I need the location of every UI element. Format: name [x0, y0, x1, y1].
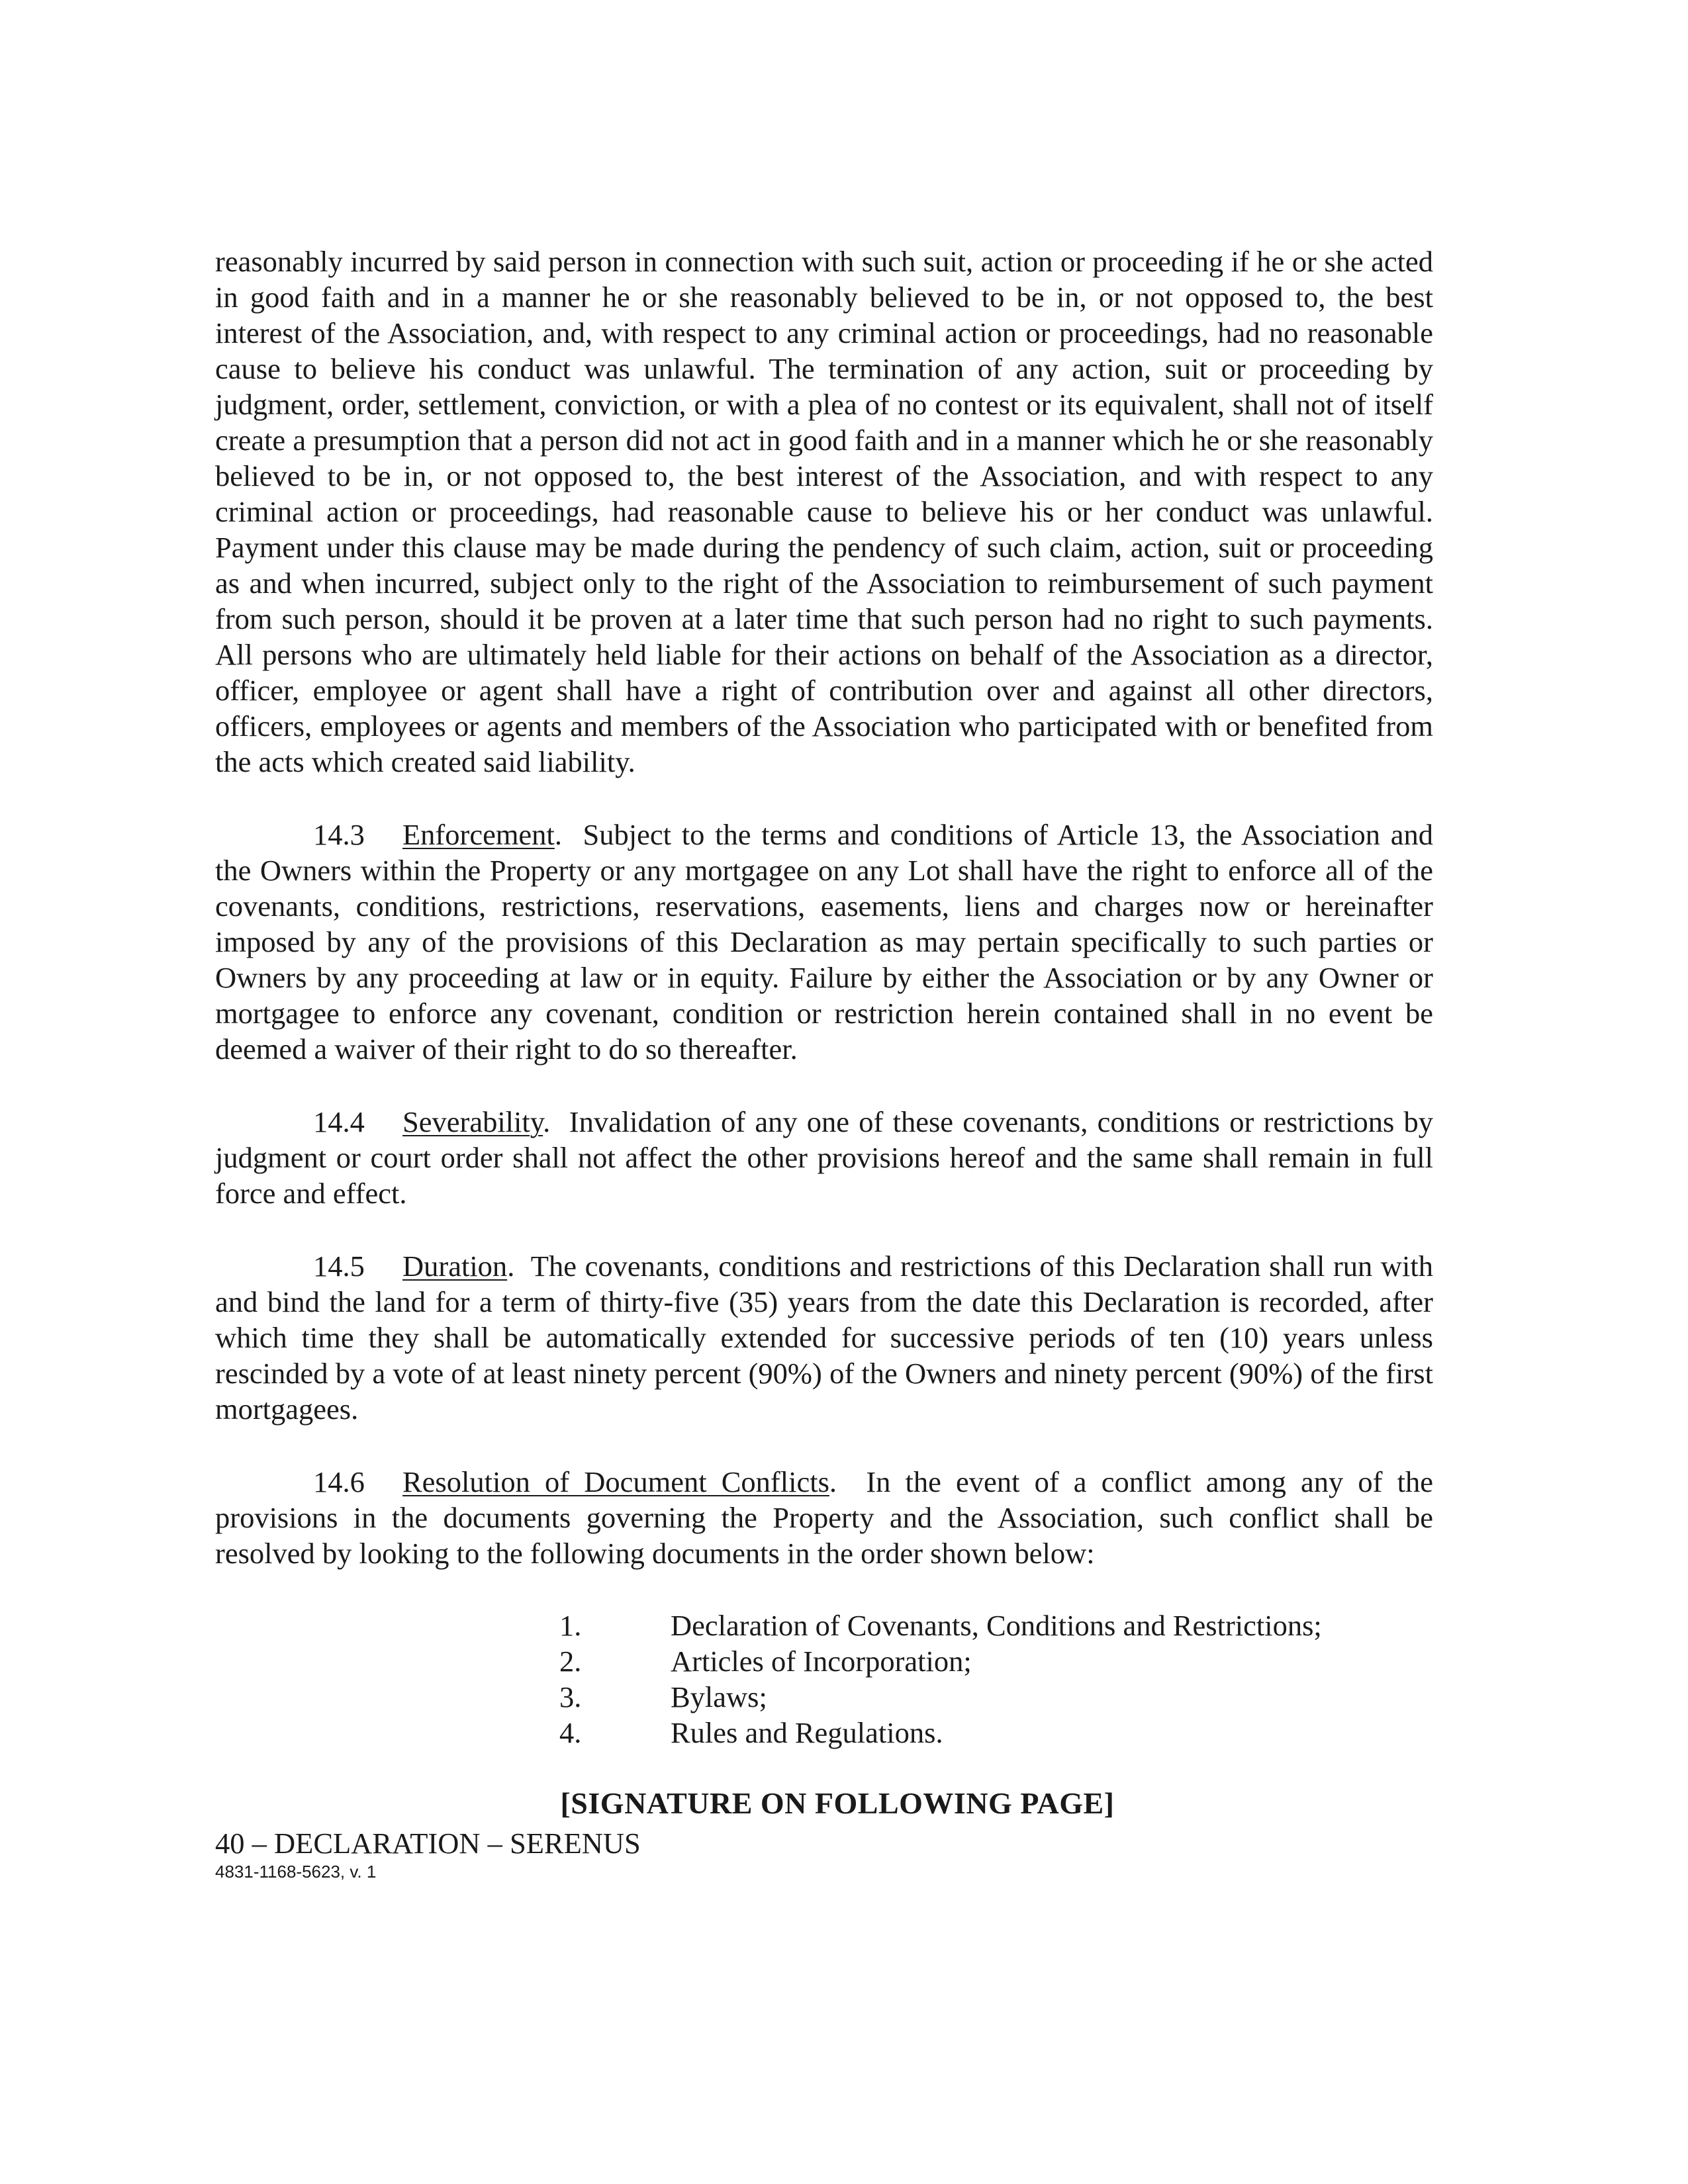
document-priority-list [215, 1608, 1433, 1751]
section-title: Resolution of Document Conflicts [402, 1465, 829, 1498]
list-item-number: 1. [559, 1609, 582, 1642]
section-14-6: 14.6 Resolution of Document Conflicts. In the event of a conflict among any of the provisions in the documents governing the Property and the Association, such conflict shall be resolved by looking to the following documents in the order shown below: [215, 1465, 1434, 1570]
list-item [559, 1643, 1433, 1679]
section-body: Subject to the terms and conditions of Article 13, the Association and the Owners within the Property or any mortgagee on any Lot shall have the right to enforce all of the covenants, conditions, restrictions, reservations, easements, liens and charges now or hereinafter imposed by any of the provisions of this Declaration as may pertain specifically to such parties or Owners by any proceeding at law or in equity. Failure by either the Association or by any Owner or mortgagee to enforce any covenant, condition or restriction herein contained shall in no event be deemed a waiver of their right to do so thereafter. [215, 818, 1434, 1066]
section-number: 14.5 [313, 1250, 365, 1283]
page-footer-doc-id: 4831-1168-5623, v. 1 [215, 1862, 377, 1882]
spacer [215, 1067, 1433, 1104]
document-page [215, 244, 1433, 1883]
section-number: 14.4 [313, 1105, 365, 1138]
list-item-text: Rules and Regulations. [671, 1716, 943, 1749]
page-footer-title: 40 – DECLARATION – SERENUS [215, 1827, 641, 1860]
section-14-3: 14.3 Enforcement. Subject to the terms and conditions of Article 13, the Association and the Owners within the Property or any mortgagee on any Lot shall have the right to enforce all of the covenants, conditions, restrictions, reservations, easements, liens and charges now or hereinafter imposed by any of the provisions of this Declaration as may pertain specifically to such parties or Owners by any proceeding at law or in equity. Failure by either the Association or by any Owner or mortgagee to enforce any covenant, condition or restriction herein contained shall in no event be deemed a waiver of their right to do so thereafter. [215, 818, 1434, 1066]
list-item-number: 2. [559, 1645, 582, 1678]
spacer [215, 1427, 1433, 1464]
list-item-number: 3. [559, 1680, 582, 1713]
list-item [559, 1715, 1433, 1751]
section-number: 14.6 [313, 1465, 365, 1498]
section-body: The covenants, conditions and restrictions of this Declaration shall run with and bind the land for a term of thirty-five (35) years from the date this Declaration is recorded, after which time they shall be automatically extended for successive periods of ten (10) years unless rescinded by a vote of at least ninety percent (90%) of the Owners and ninety percent (90%) of the first mortgagees. [215, 1250, 1434, 1426]
section-number: 14.3 [313, 818, 365, 851]
list-item-text: Bylaws; [671, 1680, 767, 1713]
list-item [559, 1679, 1433, 1715]
section-title: Duration [402, 1250, 508, 1283]
section-14-5: 14.5 Duration. The covenants, conditions and restrictions of this Declaration shall run with and bind the land for a term of thirty-five (35) years from the date this Declaration is recorded, after which time they shall be automatically extended for successive periods of ten (10) years unless rescinded by a vote of at least ninety percent (90%) of the Owners and ninety percent (90%) of the first mortgagees. [215, 1250, 1434, 1426]
section-14-4: 14.4 Severability. Invalidation of any one of these covenants, conditions or restrictions by judgment or court order shall not affect the other provisions hereof and the same shall remain in full force and effect. [215, 1105, 1433, 1210]
section-body: In the event of a conflict among any of the provisions in the documents governing the Property and the Association, such conflict shall be resolved by looking to the following documents in the order shown below: [215, 1465, 1434, 1570]
list-item-text: Articles of Incorporation; [671, 1645, 972, 1678]
spacer [215, 1211, 1433, 1248]
list-item-text: Declaration of Covenants, Conditions and Restrictions; [671, 1609, 1322, 1642]
list-item-number: 4. [559, 1716, 582, 1749]
continuation-paragraph: reasonably incurred by said person in connection with such suit, action or proceeding if he or she acted in good faith and in a manner he or she reasonably believed to be in, or not opposed to, the best interest of the Association, and, with respect to any criminal action or proceedings, had no reasonable cause to believe his conduct was unlawful. The termination of any action, suit or proceeding by judgment, order, settlement, conviction, or with a plea of no contest or its equivalent, shall not of itself create a presumption that a person did not act in good faith and in a manner which he or she reasonably believed to be in, or not opposed to, the best interest of the Association, and with respect to any criminal action or proceedings, had reasonable cause to believe his or her conduct was unlawful. Payment under this clause may be made during the pendency of such claim, action, suit or proceeding as and when incurred, subject only to the right of the Association to reimbursement of such payment from such person, should it be proven at a later time that such person had no right to such payments. All persons who are ultimately held liable for their actions on behalf of the Association as a director, officer, employee or agent shall have a right of contribution over and against all other directors, officers, employees or agents and members of the Association who participated with or benefited from the acts which created said liability. [215, 245, 1433, 778]
section-body: Invalidation of any one of these covenants, conditions or restrictions by judgment or court order shall not affect the other provisions hereof and the same shall remain in full force and effect. [215, 1105, 1433, 1210]
spacer [215, 780, 1433, 817]
list-item [559, 1608, 1433, 1643]
section-title: Enforcement [402, 818, 555, 851]
signature-note: [SIGNATURE ON FOLLOWING PAGE] [560, 1786, 1115, 1820]
section-title: Severability [402, 1105, 543, 1138]
